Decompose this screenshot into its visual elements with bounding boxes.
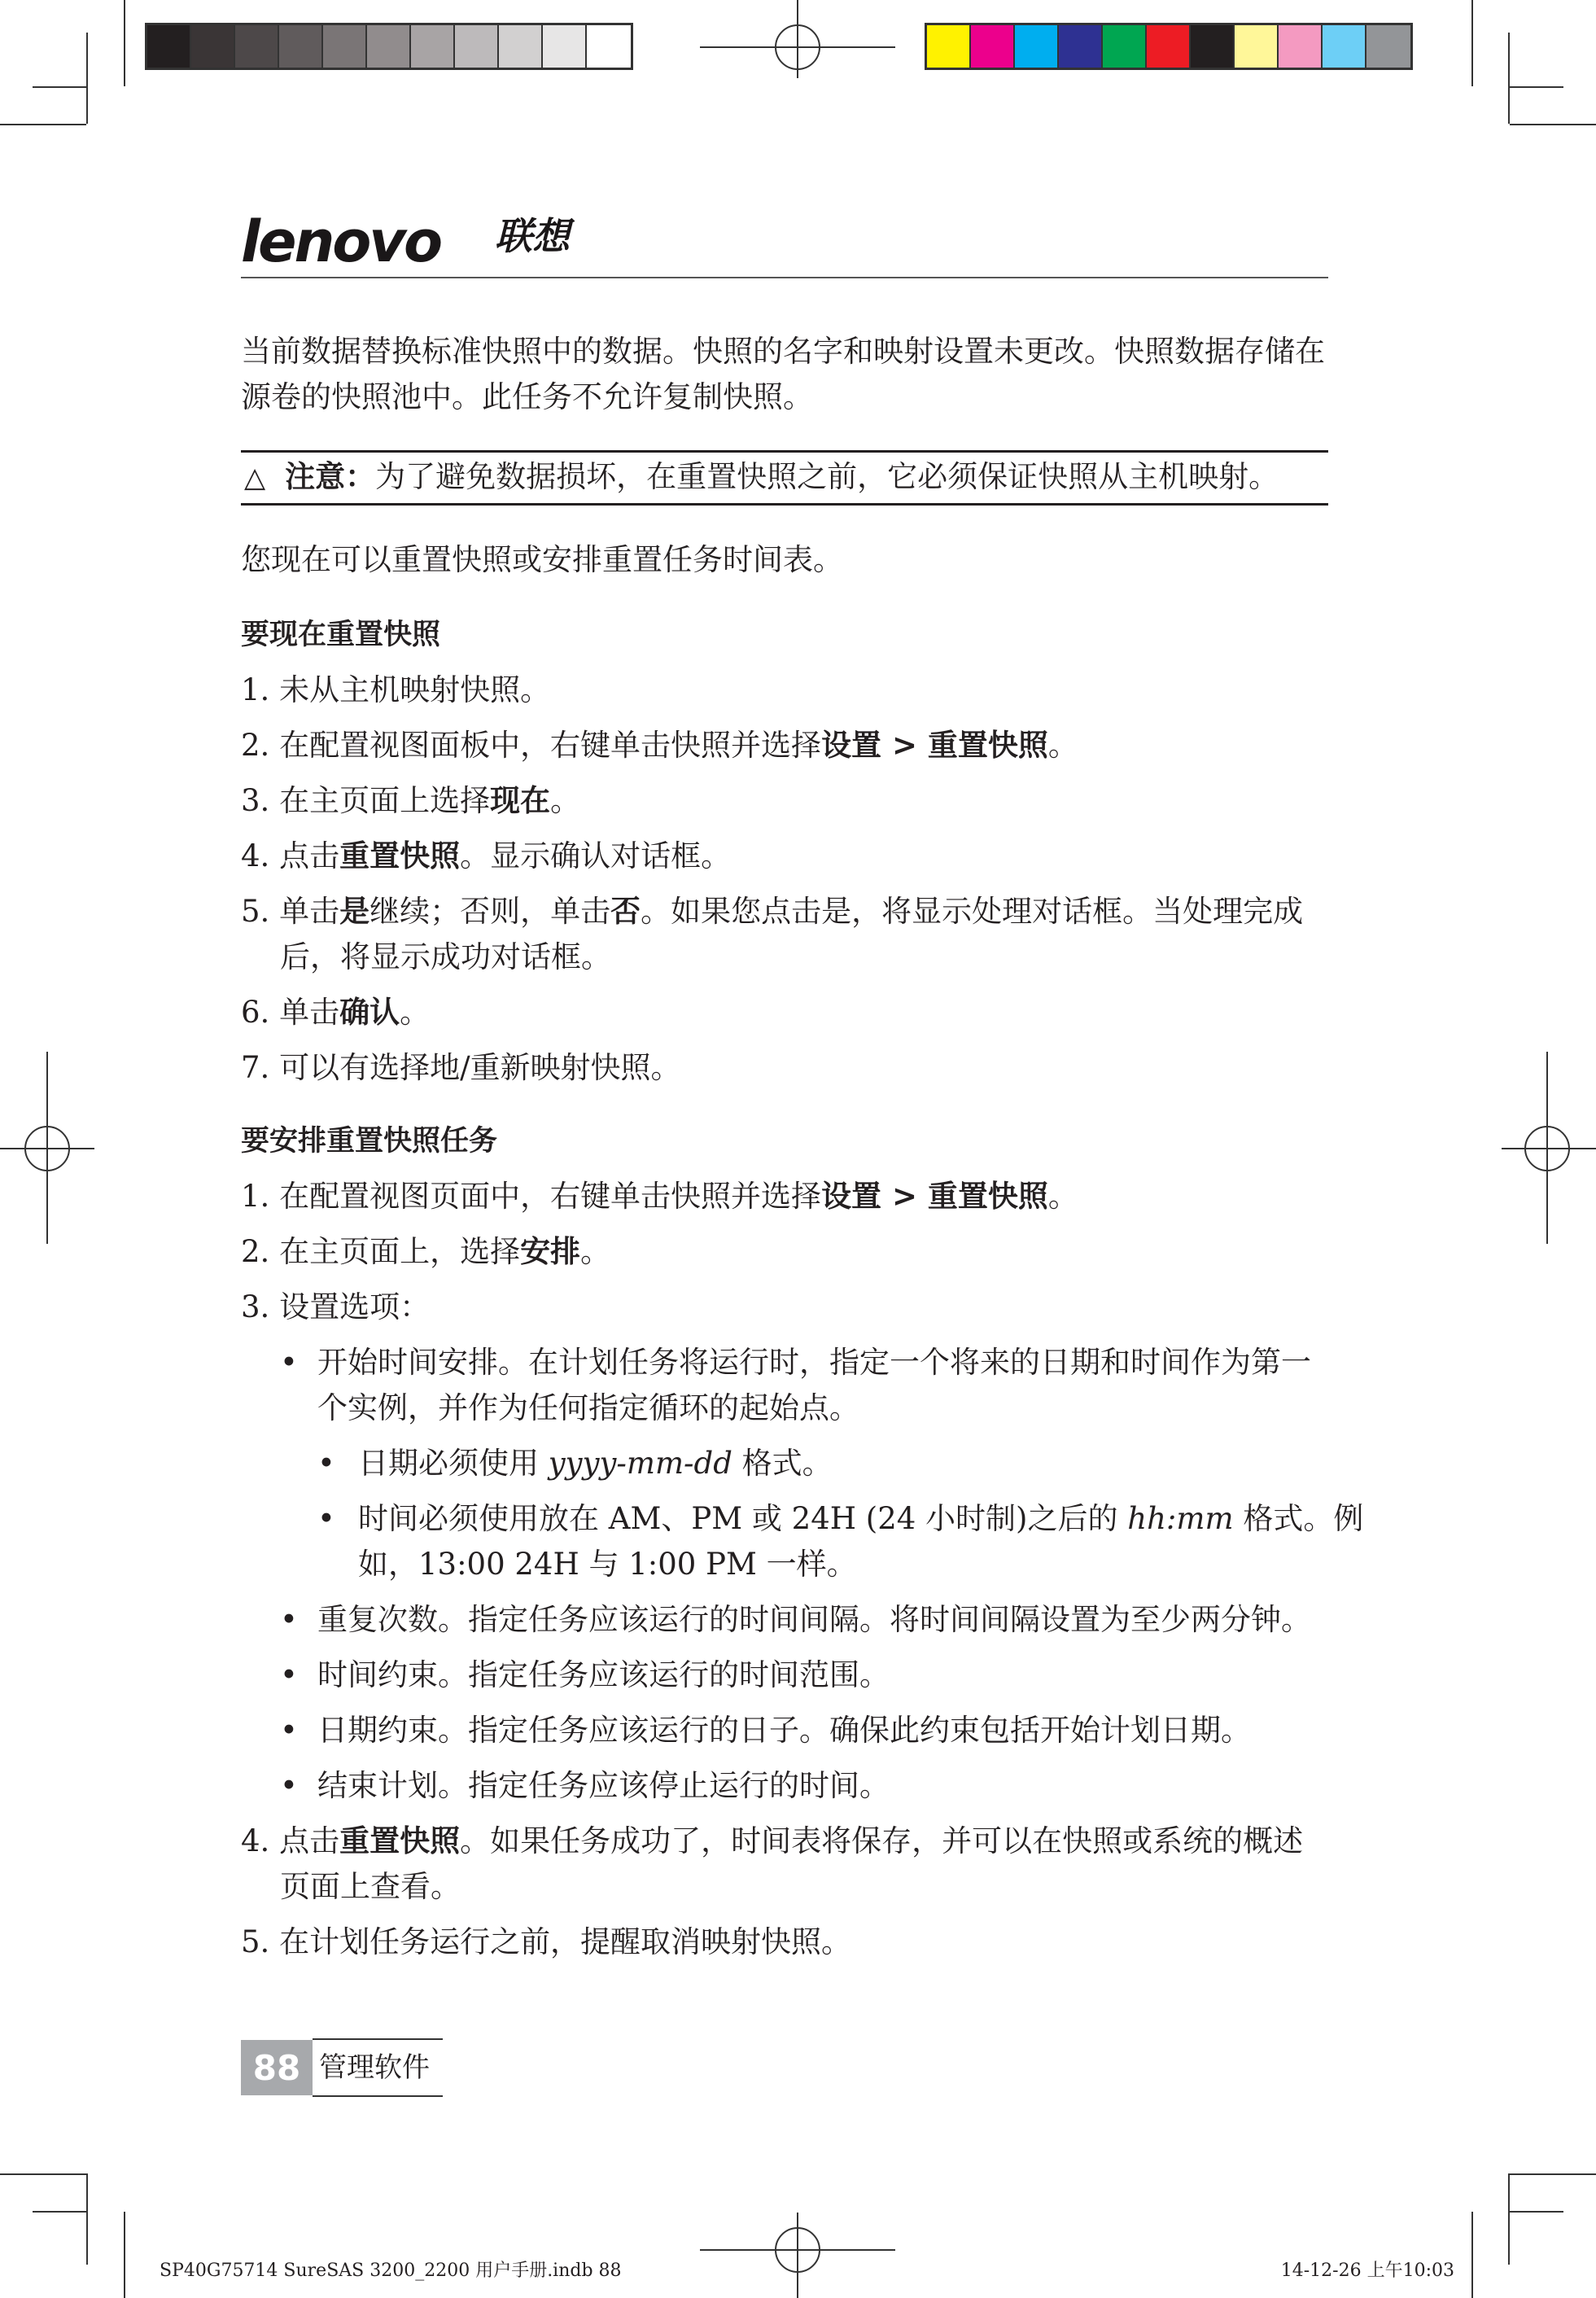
grayscale-swatch xyxy=(235,25,279,68)
list-item-continuation: 后，将显示成功对话框。 xyxy=(280,939,611,974)
sub-bullet-item-continuation: 如，13:00 24H 与 1:00 PM 一样。 xyxy=(358,1547,857,1582)
note-callout xyxy=(244,454,1279,501)
grayscale-swatch xyxy=(147,25,191,68)
process-swatch xyxy=(1191,25,1235,68)
sub-bullet-dot: • xyxy=(317,1501,335,1536)
process-swatch xyxy=(1235,25,1279,68)
grayscale-swatch xyxy=(411,25,455,68)
section-heading-schedule-reset: 要安排重置快照任务 xyxy=(241,1125,498,1158)
grayscale-swatch xyxy=(587,25,631,68)
bullet-dot: • xyxy=(280,1602,298,1637)
header-rule xyxy=(241,277,1328,278)
list-item: 3. 在主页面上选择现在。 xyxy=(241,783,581,818)
process-swatch xyxy=(1279,25,1323,68)
grayscale-swatch xyxy=(499,25,543,68)
warning-icon: △ xyxy=(244,462,266,494)
sub-bullet-item: 日期必须使用 yyyy-mm-dd 格式。 xyxy=(358,1446,833,1481)
grayscale-swatch xyxy=(367,25,411,68)
bullet-item: 结束计划。指定任务应该停止运行的时间。 xyxy=(317,1768,890,1803)
section-label-bottom-rule xyxy=(313,2095,443,2097)
list-item: 7. 可以有选择地/重新映射快照。 xyxy=(241,1050,681,1085)
process-swatch xyxy=(1103,25,1147,68)
bullet-item-continuation: 个实例，并作为任何指定循环的起始点。 xyxy=(317,1390,859,1425)
process-swatch xyxy=(971,25,1015,68)
note-bottom-rule xyxy=(241,503,1328,506)
grayscale-swatch xyxy=(279,25,323,68)
bullet-item: 重复次数。指定任务应该运行的时间间隔。将时间间隔设置为至少两分钟。 xyxy=(317,1602,1311,1637)
process-color-bar xyxy=(925,23,1413,70)
list-item: 1. 在配置视图页面中，右键单击快照并选择设置 > 重置快照。 xyxy=(241,1179,1078,1214)
note-text: 为了避免数据损坏，在重置快照之前，它必须保证快照从主机映射。 xyxy=(375,459,1279,494)
grayscale-swatch xyxy=(543,25,587,68)
section-label: 管理软件 xyxy=(319,2051,430,2084)
bullet-dot: • xyxy=(280,1657,298,1692)
process-swatch xyxy=(1059,25,1103,68)
process-swatch xyxy=(1366,25,1410,68)
process-swatch xyxy=(1323,25,1366,68)
process-swatch xyxy=(1147,25,1191,68)
list-item: 6. 单击确认。 xyxy=(241,995,431,1030)
bullet-dot: • xyxy=(280,1768,298,1803)
list-item: 2. 在主页面上，选择安排。 xyxy=(241,1234,611,1269)
list-item: 1. 未从主机映射快照。 xyxy=(241,672,551,707)
section-label-top-rule xyxy=(313,2038,443,2040)
section-heading-reset-now: 要现在重置快照 xyxy=(241,619,441,651)
process-swatch xyxy=(927,25,971,68)
bullet-item: 开始时间安排。在计划任务将运行时，指定一个将来的日期和时间作为第一 xyxy=(317,1345,1311,1380)
sub-bullet-dot: • xyxy=(317,1446,335,1481)
lenovo-logo-chinese: 联想 xyxy=(495,214,570,258)
bullet-dot: • xyxy=(280,1345,298,1380)
bullet-item: 时间约束。指定任务应该运行的时间范围。 xyxy=(317,1657,890,1692)
grayscale-color-bar xyxy=(145,23,633,70)
list-item: 4. 点击重置快照。如果任务成功了，时间表将保存，并可以在快照或系统的概述 xyxy=(241,1823,1304,1858)
bullet-item: 日期约束。指定任务应该运行的日子。确保此约束包括开始计划日期。 xyxy=(317,1713,1251,1748)
print-timestamp: 14-12-26 上午10:03 xyxy=(1280,2261,1454,2281)
list-item: 3. 设置选项： xyxy=(241,1289,431,1324)
list-item: 2. 在配置视图面板中，右键单击快照并选择设置 > 重置快照。 xyxy=(241,728,1078,763)
page-number: 88 xyxy=(241,2040,313,2095)
lenovo-logo: lenovo xyxy=(241,208,441,275)
grayscale-swatch xyxy=(323,25,367,68)
sub-bullet-item: 时间必须使用放在 AM、PM 或 24H (24 小时制)之后的 hh:mm 格式。例 xyxy=(358,1501,1364,1536)
note-top-rule xyxy=(241,450,1328,453)
options-paragraph: 您现在可以重置快照或安排重置任务时间表。 xyxy=(241,542,843,577)
list-item: 4. 点击重置快照。显示确认对话框。 xyxy=(241,838,732,873)
list-item: 5. 单击是继续；否则，单击否。如果您点击是，将显示处理对话框。当处理完成 xyxy=(241,894,1304,929)
note-label: 注意： xyxy=(285,459,376,494)
intro-paragraph: 当前数据替换标准快照中的数据。快照的名字和映射设置未更改。快照数据存储在源卷的快照池中。此任务不允许复制快照。 xyxy=(241,334,1325,414)
bullet-dot: • xyxy=(280,1713,298,1748)
grayscale-swatch xyxy=(191,25,235,68)
process-swatch xyxy=(1015,25,1059,68)
list-item: 5. 在计划任务运行之前，提醒取消映射快照。 xyxy=(241,1924,852,1959)
grayscale-swatch xyxy=(455,25,499,68)
print-file-slug: SP40G75714 SureSAS 3200_2200 用户手册.indb 88 xyxy=(160,2261,622,2281)
list-item-continuation: 页面上查看。 xyxy=(280,1869,461,1904)
